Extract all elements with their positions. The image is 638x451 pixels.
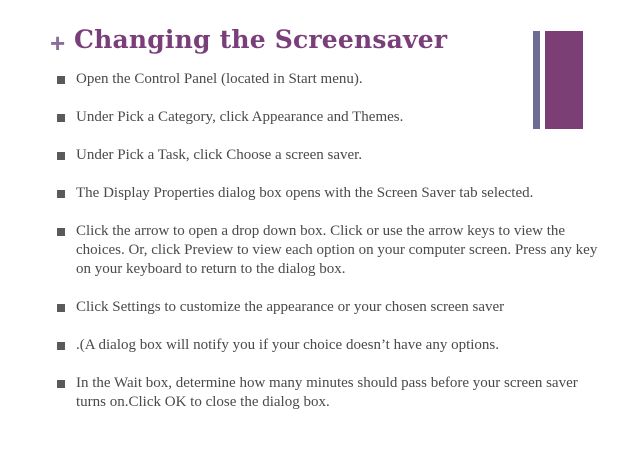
bullet-text: Under Pick a Task, click Choose a screen saver. (76, 147, 363, 163)
square-bullet-icon (57, 380, 65, 388)
bullet-item (57, 336, 602, 355)
bullet-text: Open the Control Panel (located in Start menu). (76, 71, 363, 87)
bullet-item (57, 374, 602, 412)
bullet-text: Click Settings to customize the appearance or your chosen screen saver (76, 299, 505, 315)
bullet-item (57, 184, 602, 203)
square-bullet-icon (57, 342, 65, 350)
bullet-list (57, 70, 602, 412)
square-bullet-icon (57, 152, 65, 160)
bullet-item (57, 108, 602, 127)
bullet-text: In the Wait box, determine how many minutes should pass before your screen saver turns on.Click OK to close the dialog box. (76, 375, 578, 410)
square-bullet-icon (57, 76, 65, 84)
square-bullet-icon (57, 114, 65, 122)
square-bullet-icon (57, 228, 65, 236)
bullet-item (57, 222, 602, 279)
bullet-text: The Display Properties dialog box opens with the Screen Saver tab selected. (76, 185, 534, 201)
bullet-item (57, 298, 602, 317)
bullet-item (57, 146, 602, 165)
bullet-item (57, 70, 602, 89)
plus-icon: + (50, 28, 66, 58)
square-bullet-icon (57, 304, 65, 312)
square-bullet-icon (57, 190, 65, 198)
bullet-text: Under Pick a Category, click Appearance and Themes. (76, 109, 404, 125)
bullet-text: Click the arrow to open a drop down box. Click or use the arrow keys to view the choices. Or, click Preview to view each option on your computer screen. Press any key on your keyboard to return to the dialog box. (76, 223, 598, 277)
bullet-text: .(A dialog box will notify you if your choice doesn’t have any options. (76, 337, 499, 353)
slide-title: Changing the Screensaver (74, 25, 448, 54)
